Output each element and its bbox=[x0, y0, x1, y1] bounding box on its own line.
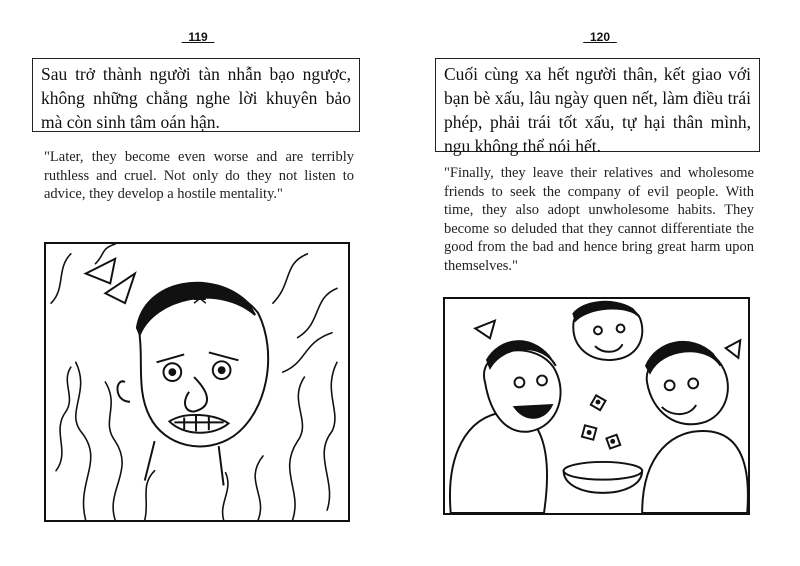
hair-ribbon bbox=[86, 259, 135, 303]
top-gambler bbox=[573, 302, 642, 360]
gamblers-drawing bbox=[445, 299, 748, 513]
comic-illustration-gamblers-with-dice bbox=[443, 297, 750, 515]
vietnamese-verse-box: Sau trở thành người tàn nhẫn bạo ngược, không những chẳng nghe lời khuyên bảo mà còn sinh tâm oán hận. bbox=[32, 58, 360, 132]
vietnamese-verse-box: Cuối cùng xa hết người thân, kết giao với bạn bè xấu, lâu ngày quen nết, làm điều trái phép, phải trái tốt xấu, tự hại thân mình, ngu không thể nói hết. bbox=[435, 58, 760, 152]
page-number: _120_ bbox=[583, 30, 617, 44]
dice-bowl bbox=[564, 395, 643, 493]
left-gambler bbox=[450, 321, 561, 513]
angry-face bbox=[117, 283, 268, 486]
page-number: _119_ bbox=[181, 30, 215, 44]
english-translation: "Finally, they leave their relatives and wholesome friends to seek the company of evil people. With time, they also adopt unwholesome habits. They become so deluded that they cannot differentiate the good from the bad and hence bring great harm upon themselves." bbox=[444, 165, 754, 274]
right-page bbox=[400, 0, 800, 566]
english-translation: "Later, they become even worse and are terribly ruthless and cruel. Not only do they not listen to advice, they develop a hostile mentality." bbox=[44, 149, 354, 202]
comic-illustration-angry-man-in-flames bbox=[44, 242, 350, 522]
angry-man-flames-drawing bbox=[46, 244, 348, 520]
right-gambler bbox=[642, 340, 748, 513]
